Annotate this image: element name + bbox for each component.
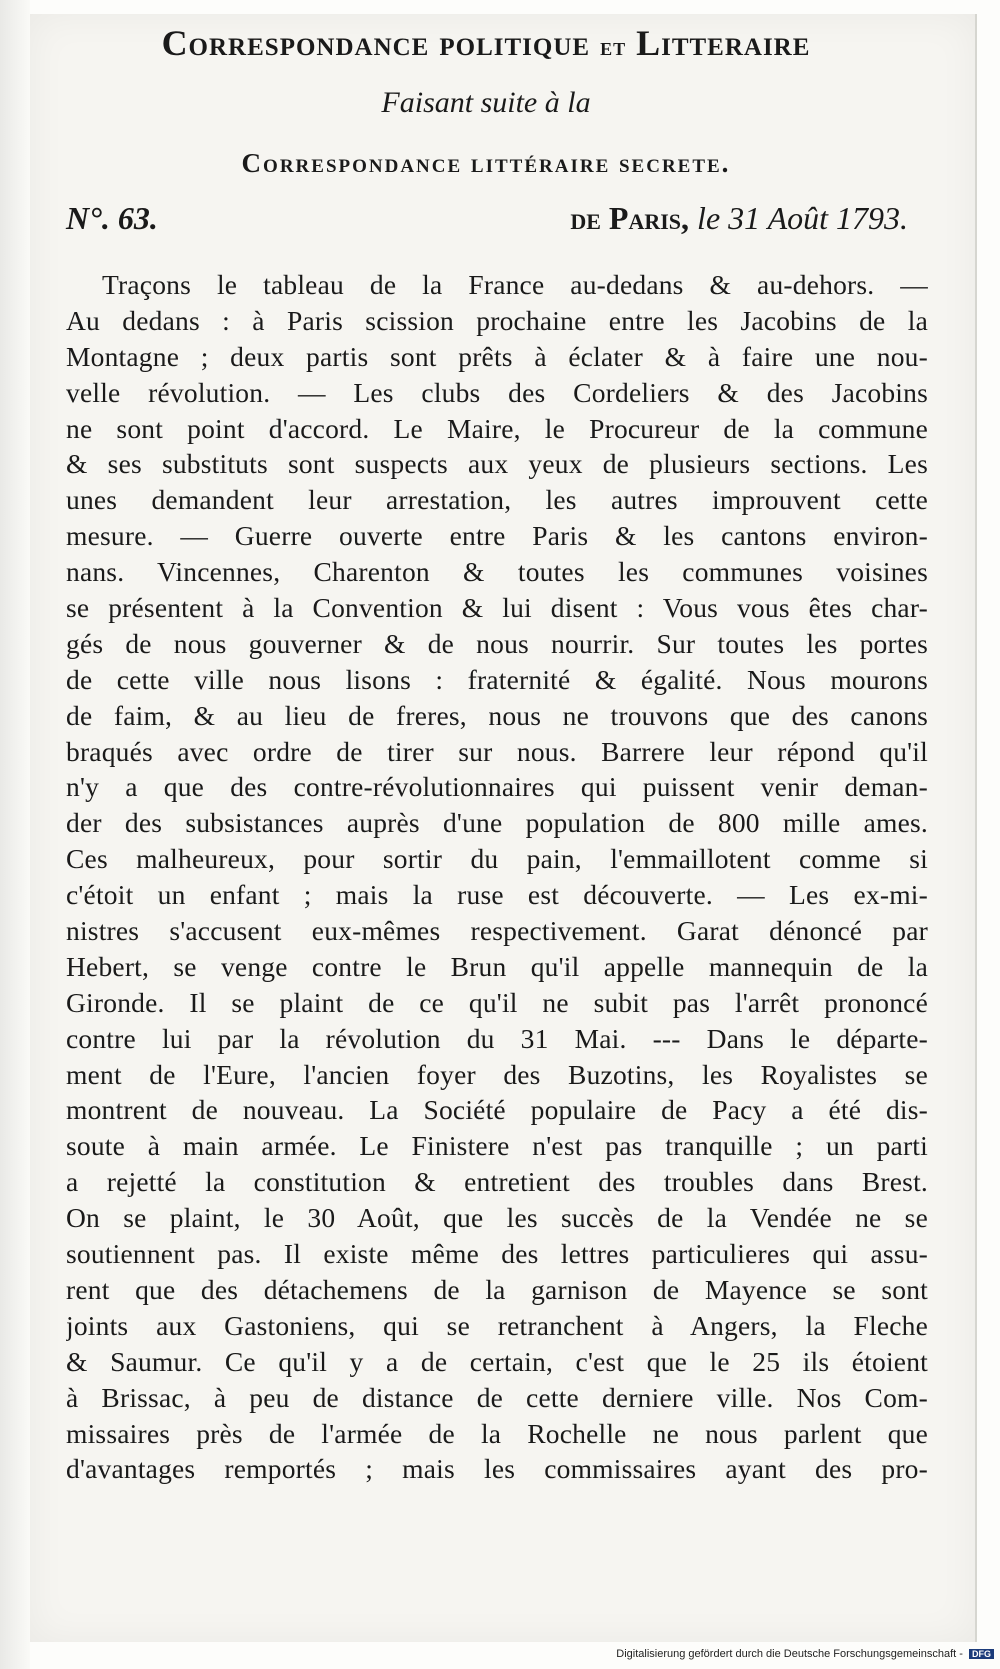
text-line: On se plaint, le 30 Août, que les succès de la Vendée ne se xyxy=(66,1202,928,1234)
text-line: c'étoit un enfant ; mais la ruse est découverte. — Les ex-mi- xyxy=(66,879,928,911)
digitization-credit xyxy=(616,1648,994,1660)
text-line: d'avantages remportés ; mais les commissaires ayant des pro- xyxy=(66,1453,928,1485)
text-line: se présentent à la Convention & lui disent : Vous vous êtes char- xyxy=(66,592,928,624)
date: le 31 Août 1793. xyxy=(697,200,908,236)
body-text xyxy=(66,267,928,1487)
issue-number: N°. 63. xyxy=(66,200,158,236)
text-line: ne sont point d'accord. Le Maire, le Procureur de la commune xyxy=(66,412,928,444)
text-line: missaires près de l'armée de la Rochelle ne nous parlent que xyxy=(66,1417,928,1449)
text-line: Hebert, se venge contre le Brun qu'il appelle mannequin de la xyxy=(66,950,928,982)
text-line: & Saumur. Ce qu'il y a de certain, c'est que le 25 ils étoient xyxy=(66,1345,928,1377)
text-line: braqués avec ordre de tirer sur nous. Barrere leur répond qu'il xyxy=(66,735,928,767)
text-line: rent que des détachemens de la garnison de Mayence se sont xyxy=(66,1273,928,1305)
text-line: Montagne ; deux partis sont prêts à éclater & à faire une nou- xyxy=(66,340,928,372)
scan-left-edge xyxy=(0,0,30,1669)
text-line: der des subsistances auprès d'une population de 800 mille ames. xyxy=(66,807,928,839)
text-line: contre lui par la révolution du 31 Mai. --- Dans le départe- xyxy=(66,1022,928,1054)
text-line: joints aux Gastoniens, qui se retranchent à Angers, la Fleche xyxy=(66,1309,928,1341)
text-line: n'y a que des contre-révolutionnaires qui puissent venir deman- xyxy=(66,771,928,803)
text-line: de faim, & au lieu de freres, nous ne trouvons que des canons xyxy=(66,699,928,731)
text-line: soutiennent pas. Il existe même des lettres particulieres qui assu- xyxy=(66,1238,928,1270)
text-line: Au dedans : à Paris scission prochaine entre les Jacobins de la xyxy=(66,304,928,336)
series-title: Correspondance littéraire secrete. xyxy=(241,148,731,178)
page-subtitle: Faisant suite à la xyxy=(381,86,591,119)
text-line: montrent de nouveau. La Société populaire de Pacy a été dis- xyxy=(66,1094,928,1126)
text-line: nistres s'accusent eux-mêmes respectivement. Garat dénoncé par xyxy=(66,915,928,947)
text-line: ment de l'Eure, l'ancien foyer des Buzotins, les Royalistes se xyxy=(66,1058,928,1090)
text-line: nans. Vincennes, Charenton & toutes les communes voisines xyxy=(66,556,928,588)
text-line: Ces malheureux, pour sortir du pain, l'emmaillotent comme si xyxy=(66,843,928,875)
text-line: & ses substituts sont suspects aux yeux de plusieurs sections. Les xyxy=(66,448,928,480)
text-line: à Brissac, à peu de distance de cette derniere ville. Nos Com- xyxy=(66,1381,928,1413)
title-conjunction: et xyxy=(600,32,627,61)
text-line: Traçons le tableau de la France au-dedans & au-dehors. — xyxy=(102,269,928,300)
dfg-logo: DFG xyxy=(969,1649,994,1659)
text-line: unes demandent leur arrestation, les autres improuvent cette xyxy=(66,484,928,516)
place-date xyxy=(570,200,908,237)
text-line: mesure. — Guerre ouverte entre Paris & les cantons environ- xyxy=(66,520,928,552)
text-line: gés de nous gouverner & de nous nourrir. Sur toutes les portes xyxy=(66,627,928,659)
text-line: a rejetté la constitution & entretient des troubles dans Brest. xyxy=(66,1166,928,1198)
page-title xyxy=(36,22,936,64)
text-line: velle révolution. — Les clubs des Cordeliers & des Jacobins xyxy=(66,376,928,408)
text-line: Gironde. Il se plaint de ce qu'il ne subit pas l'arrêt prononcé xyxy=(66,986,928,1018)
place: de Paris, xyxy=(570,200,690,236)
credit-text: Digitalisierung gefördert durch die Deutsche Forschungsgemeinschaft - xyxy=(616,1648,963,1660)
title-part-1: Correspondance politique xyxy=(161,23,591,63)
text-line: de cette ville nous lisons : fraternité & égalité. Nous mourons xyxy=(66,663,928,695)
text-line: soute à main armée. Le Finistere n'est pas tranquille ; un parti xyxy=(66,1130,928,1162)
title-part-2: Litteraire xyxy=(636,23,811,63)
